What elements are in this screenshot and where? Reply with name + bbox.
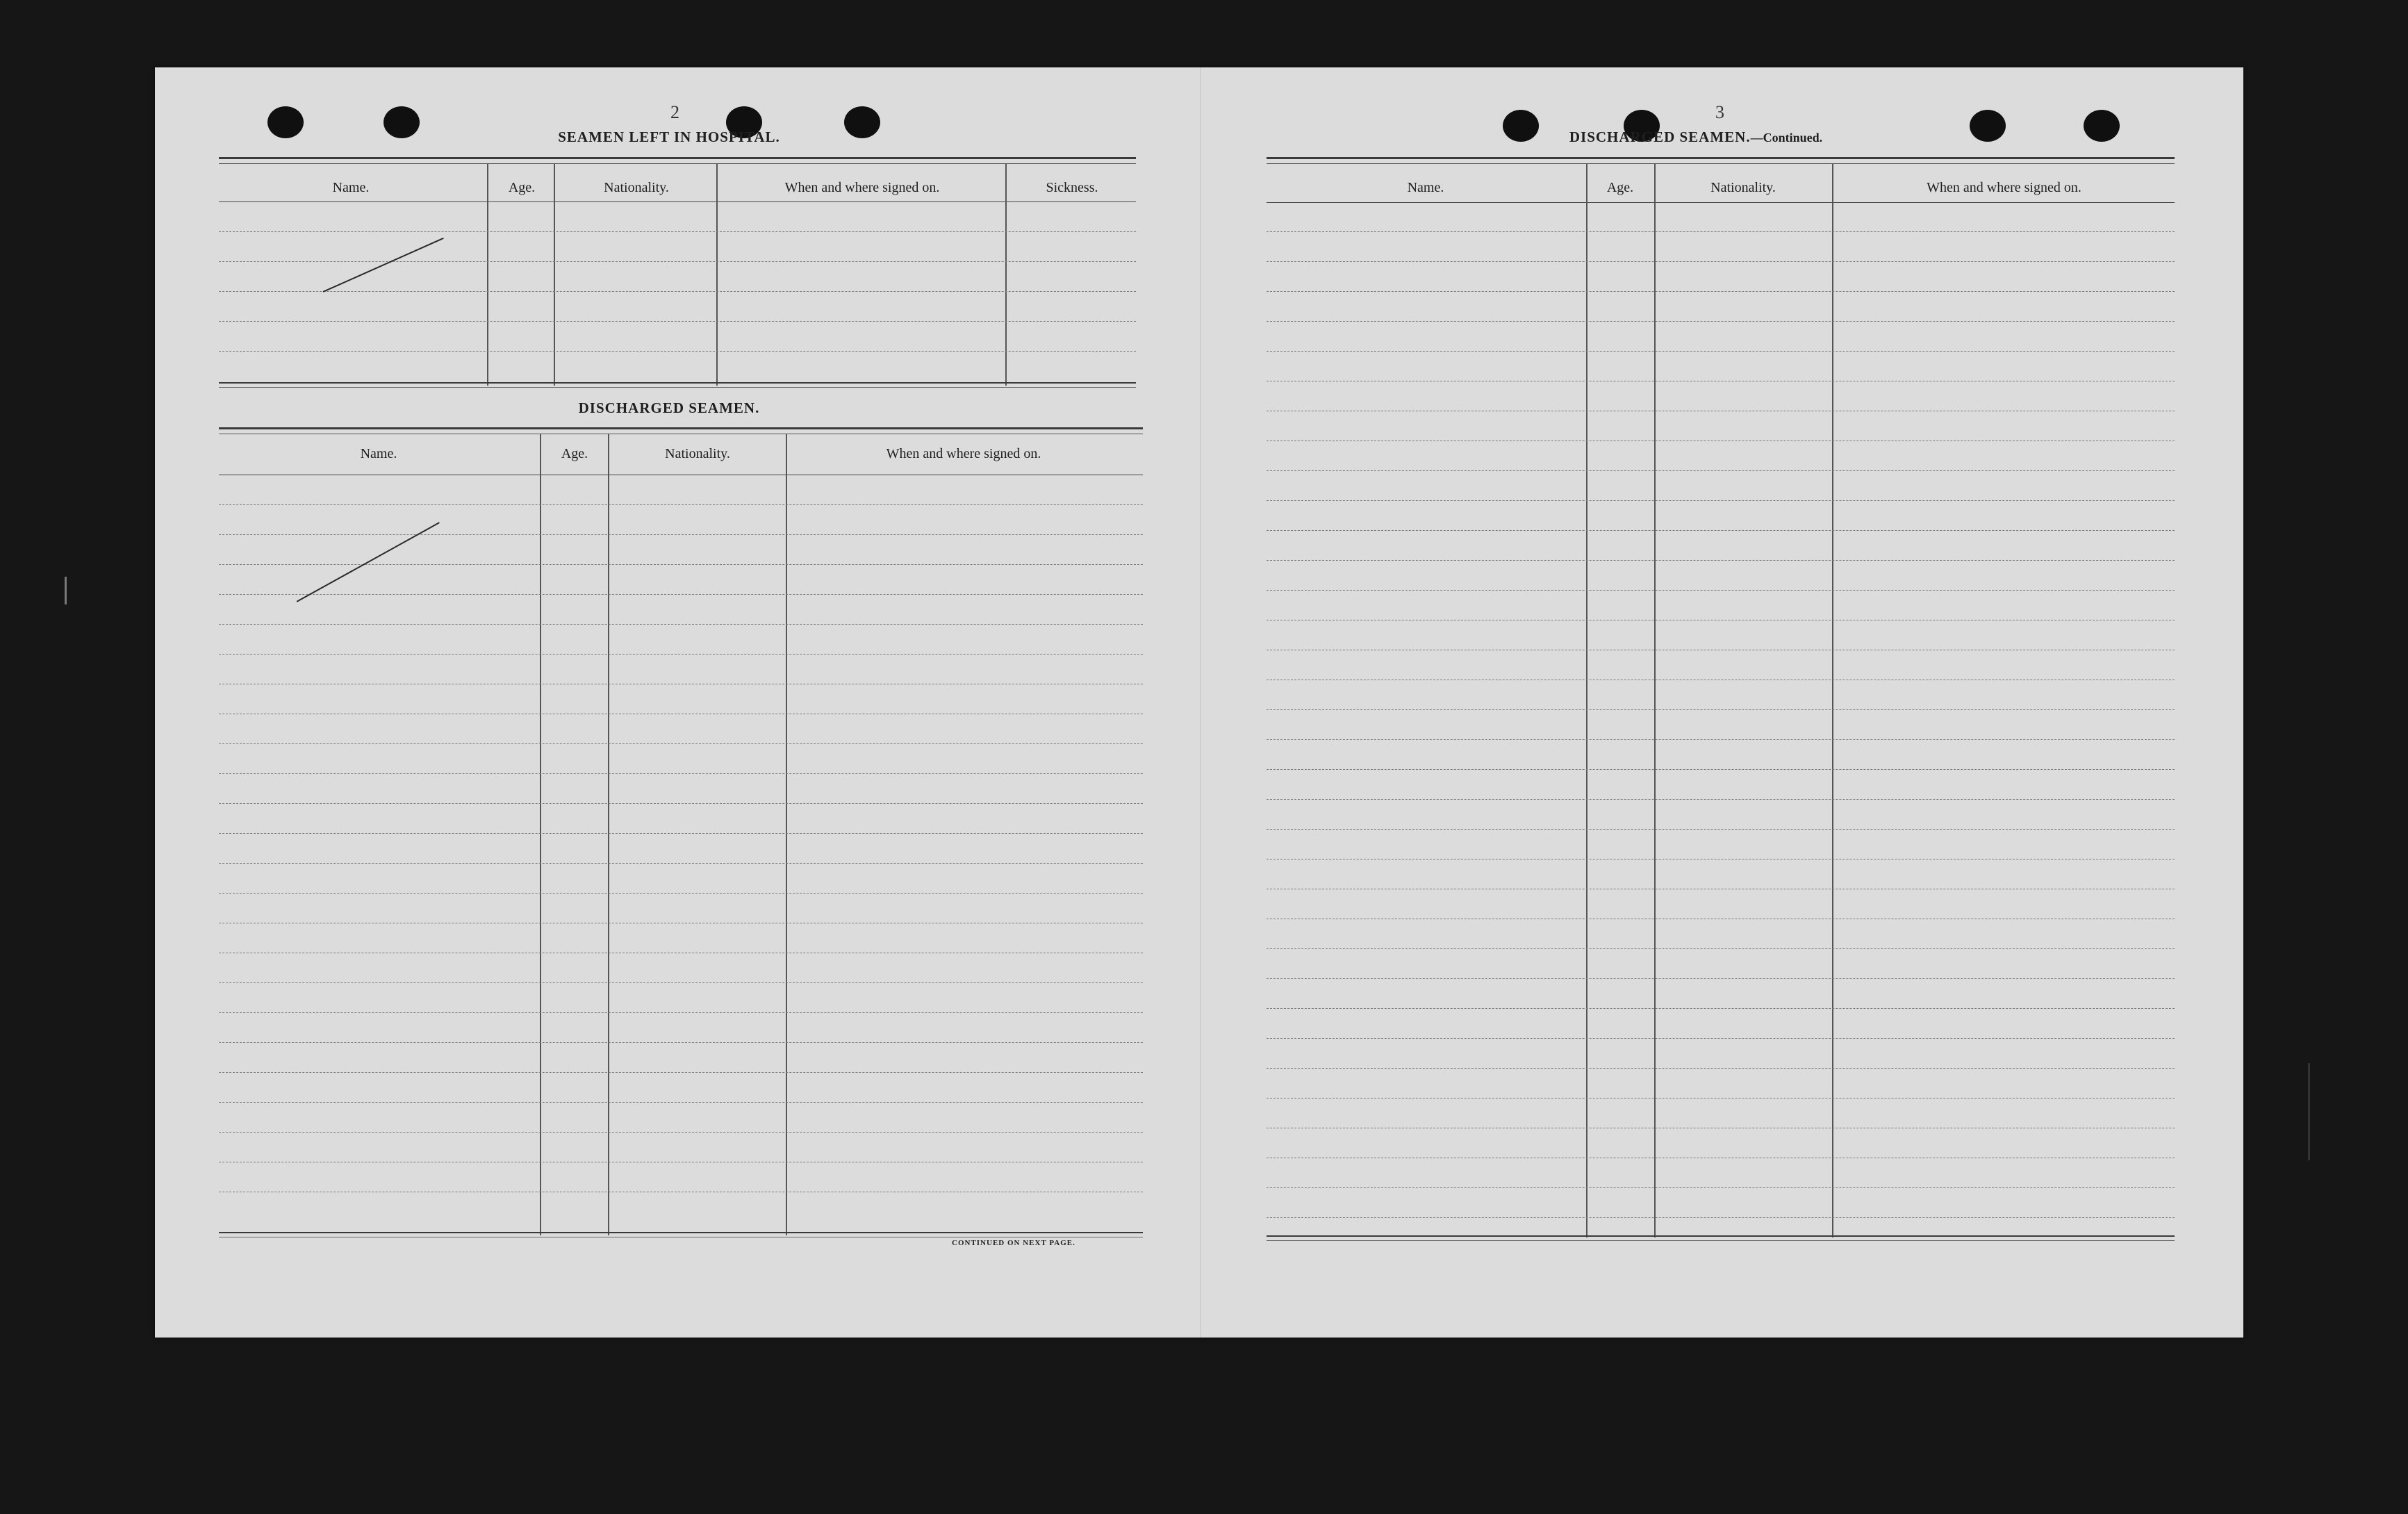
table-bottom-rule (1267, 1235, 2175, 1241)
entry-row (219, 743, 1143, 744)
pencil-mark (323, 238, 444, 293)
punch-hole (267, 106, 304, 138)
table-bottom-rule (219, 382, 1136, 388)
col-head-nationality: Nationality. (1710, 180, 1776, 195)
entry-row (1267, 500, 2175, 501)
hospital-section-title: SEAMEN LEFT IN HOSPITAL. (558, 129, 780, 145)
col-head-when-where: When and where signed on. (1927, 180, 2081, 195)
column-divider (1586, 163, 1588, 1237)
table-top-rule (219, 157, 1136, 164)
column-divider (540, 434, 541, 1235)
punch-hole (844, 106, 880, 138)
entry-row (219, 803, 1143, 804)
entry-row (219, 1102, 1143, 1103)
punch-hole (1503, 110, 1539, 142)
column-divider (554, 163, 555, 386)
col-head-name: Name. (1407, 180, 1444, 195)
column-divider (786, 434, 787, 1235)
discharged-section-title: DISCHARGED SEAMEN. (578, 400, 760, 416)
entry-row (1267, 978, 2175, 979)
discharged-table-left (219, 427, 1143, 1239)
entry-row (1267, 1038, 2175, 1039)
column-divider (716, 163, 718, 386)
entry-row (1267, 470, 2175, 471)
col-head-name: Name. (360, 446, 397, 461)
header-line (219, 201, 1136, 202)
entry-row (1267, 560, 2175, 561)
entry-row (1267, 1008, 2175, 1009)
section-title-text: DISCHARGED SEAMEN. (1569, 129, 1751, 145)
section-title-suffix: —Continued. (1750, 131, 1823, 145)
entry-row (219, 534, 1143, 535)
page-number-left: 2 (670, 102, 679, 122)
header-line (1267, 202, 2175, 203)
table-top-rule (1267, 157, 2175, 164)
col-head-age: Age. (1606, 180, 1634, 195)
entry-row (1267, 590, 2175, 591)
entry-row (219, 1132, 1143, 1133)
entry-row (219, 982, 1143, 983)
entry-row (219, 504, 1143, 505)
col-head-age: Age. (508, 180, 536, 195)
entry-row (219, 291, 1136, 292)
table-bottom-rule (219, 1232, 1143, 1237)
col-head-nationality: Nationality. (665, 446, 730, 461)
entry-row (219, 893, 1143, 894)
scan-artifact (2308, 1063, 2310, 1160)
column-divider (608, 434, 609, 1235)
entry-row (1267, 948, 2175, 949)
entry-row (219, 1012, 1143, 1013)
entry-row (1267, 769, 2175, 770)
entry-row (219, 773, 1143, 774)
col-head-age: Age. (561, 446, 588, 461)
col-head-nationality: Nationality. (604, 180, 669, 195)
punch-hole (1970, 110, 2006, 142)
col-head-when-where: When and where signed on. (886, 446, 1041, 461)
col-head-name: Name. (332, 180, 370, 195)
entry-row (1267, 709, 2175, 710)
punch-hole (2084, 110, 2120, 142)
entry-row (219, 564, 1143, 565)
entry-row (219, 351, 1136, 352)
entry-row (1267, 321, 2175, 322)
table-top-rule (219, 427, 1143, 434)
col-head-sickness: Sickness. (1046, 180, 1098, 195)
page-fold (1200, 67, 1201, 1338)
punch-hole (384, 106, 420, 138)
entry-row (1267, 530, 2175, 531)
entry-row (219, 231, 1136, 232)
entry-row (1267, 231, 2175, 232)
column-divider (1654, 163, 1656, 1237)
entry-row (1267, 1098, 2175, 1099)
entry-row (1267, 351, 2175, 352)
col-head-when-where: When and where signed on. (784, 180, 940, 195)
entry-row (219, 1042, 1143, 1043)
entry-row (219, 261, 1136, 262)
entry-row (1267, 829, 2175, 830)
entry-row (219, 321, 1136, 322)
hospital-table (219, 157, 1136, 390)
entry-row (1267, 799, 2175, 800)
entry-row (219, 654, 1143, 655)
entry-row (1267, 1068, 2175, 1069)
entry-row (1267, 261, 2175, 262)
column-divider (1832, 163, 1833, 1237)
entry-row (1267, 291, 2175, 292)
entry-row (219, 1072, 1143, 1073)
continued-note: CONTINUED ON NEXT PAGE. (952, 1239, 1075, 1247)
entry-row (1267, 1187, 2175, 1188)
discharged-table-right (1267, 157, 2175, 1241)
scan-artifact (65, 577, 67, 604)
discharged-continued-title (1540, 129, 1852, 146)
page-number-right: 3 (1715, 102, 1724, 122)
entry-row (1267, 1217, 2175, 1218)
ledger-sheet (155, 67, 2243, 1338)
column-divider (487, 163, 488, 386)
entry-row (1267, 739, 2175, 740)
column-divider (1005, 163, 1007, 386)
entry-row (219, 594, 1143, 595)
entry-row (219, 624, 1143, 625)
entry-row (219, 863, 1143, 864)
entry-row (219, 833, 1143, 834)
